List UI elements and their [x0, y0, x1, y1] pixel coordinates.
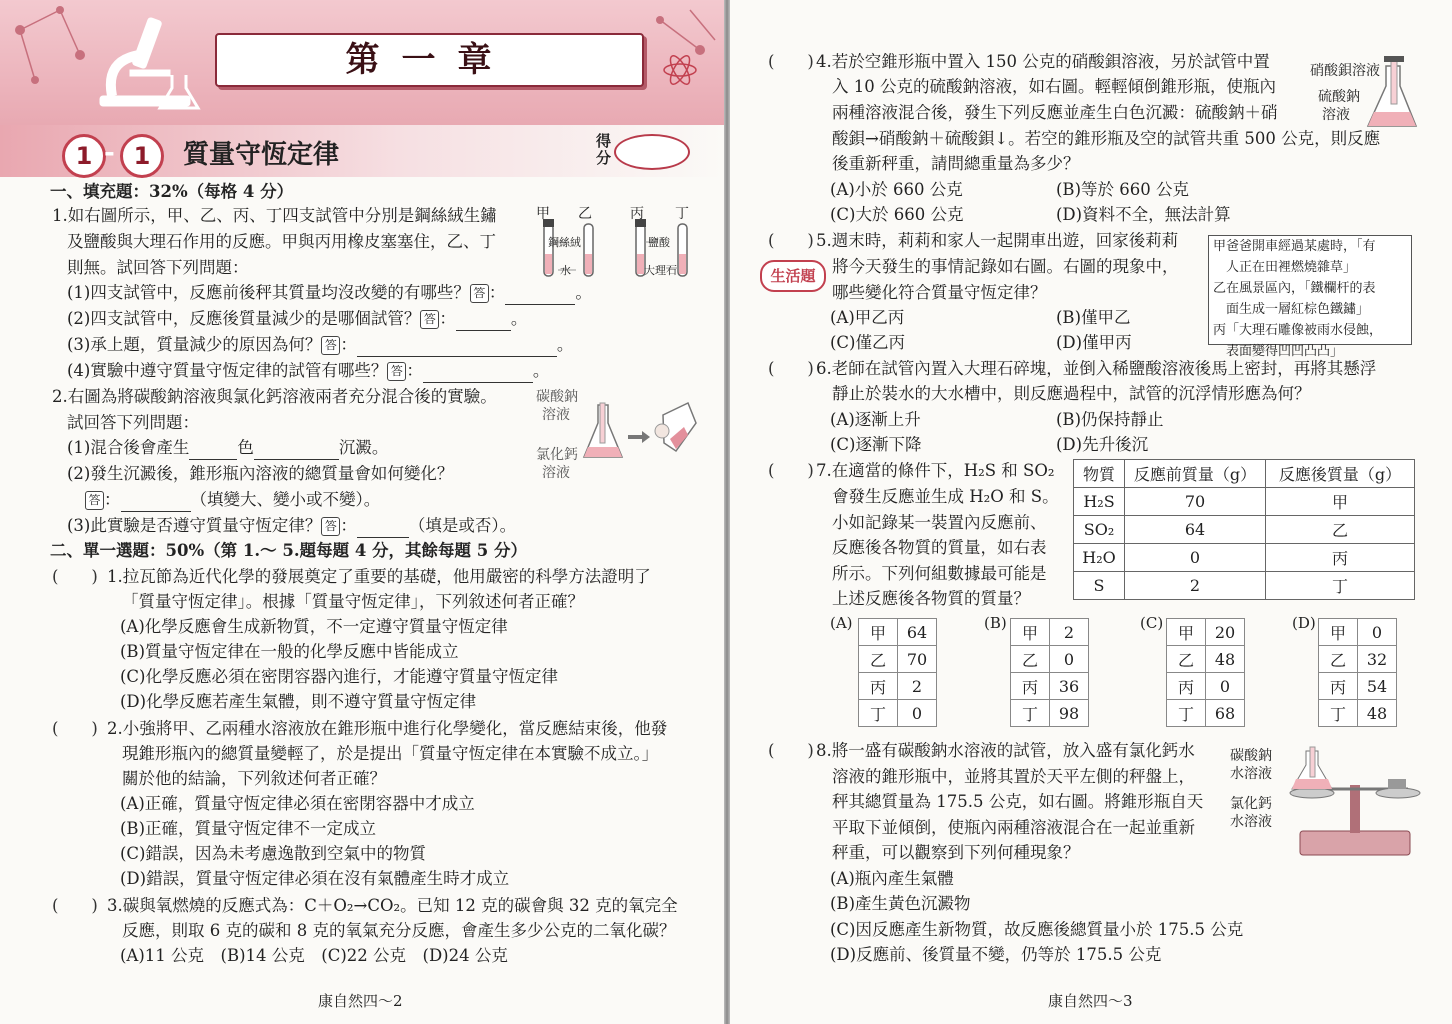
fig1-label-jia: 甲: [536, 206, 550, 222]
q7-option-table-d[interactable]: 甲 0 乙 32 丙 54 丁 48: [1318, 618, 1397, 727]
q-s2-line: 關於他的結論，下列敘述何者正確？: [122, 769, 386, 788]
q-s3-line: 3.碳與氧燃燒的反應式為：C＋O₂→CO₂。已知 12 克的碳會與 32 克的氧完全: [107, 896, 678, 915]
q4-line: 後重新秤重，請問總重量為多少？: [832, 154, 1080, 173]
fig2-label: 氯化鈣: [536, 447, 578, 463]
table-row: H₂S 70 甲: [1074, 488, 1415, 516]
q5-option[interactable]: (A)甲乙丙: [830, 308, 905, 327]
q7-line: 會發生反應並生成 H₂O 和 S。: [832, 487, 1059, 506]
q-s2-option[interactable]: (C)錯誤，因為未考慮逸散到空氣中的物質: [120, 844, 426, 863]
fig4-label: 硫酸鈉: [1318, 89, 1360, 105]
q7-option-table-a[interactable]: 甲 64 乙 70 丙 2 丁 0: [858, 618, 937, 727]
answer-paren[interactable]: ( ): [52, 567, 98, 586]
q-s2-option[interactable]: (A)正確，質量守恆定律必須在密閉容器中才成立: [120, 794, 475, 813]
page-footer-left: 康自然四～2: [318, 992, 403, 1010]
q5-line: 將今天發生的事情記錄如右圖。右圖的現象中，: [832, 257, 1179, 276]
fig2-label: 碳酸鈉: [536, 389, 578, 405]
q6-option[interactable]: (A)逐漸上升: [830, 410, 921, 429]
answer-blank[interactable]: [357, 519, 409, 538]
q7-line: 小如記錄某一裝置內反應前、: [832, 513, 1047, 532]
q7-line: 上述反應後各物質的質量？: [832, 589, 1030, 608]
q2-line: 2.右圖為將碳酸鈉溶液與氯化鈣溶液兩者充分混合後的實驗。: [52, 387, 497, 406]
q7-line: 7.在適當的條件下，H₂S 和 SO₂: [816, 461, 1055, 480]
q-s3-line: 反應，則取 6 克的碳和 8 克的氧氣充分反應，會產生多少公克的二氧化碳？: [122, 921, 676, 940]
page-footer-right: 康自然四～3: [1048, 992, 1133, 1010]
fig8-label: 碳酸鈉: [1230, 748, 1272, 764]
q-s2-line: 2.小強將甲、乙兩種水溶液放在錐形瓶中進行化學變化，當反應結束後，他發: [107, 719, 668, 738]
flask-tube-figure: [1364, 52, 1424, 132]
q-s1-option[interactable]: (C)化學反應必須在密閉容器內進行，才能遵守質量守恆定律: [120, 667, 558, 686]
q1-line: 1.如右圖所示，甲、乙、丙、丁四支試管中分別是鋼絲絨生鏽: [52, 206, 497, 225]
fig2-label: 溶液: [542, 407, 570, 423]
fig4-label: 溶液: [1322, 107, 1350, 123]
q-s1-line: 1.拉瓦節為近代化學的發展奠定了重要的基礎，他用嚴密的科學方法證明了: [107, 567, 651, 586]
q5-option[interactable]: (D)僅甲丙: [1056, 333, 1132, 352]
section-number-major: 1: [62, 134, 106, 178]
q4-line: 4.若於空錐形瓶中置入 150 公克的硝酸鋇溶液，另於試管中置: [816, 52, 1270, 71]
q1-line: 則無。試回答下列問題：: [67, 258, 249, 277]
q8-option[interactable]: (A)瓶內產生氣體: [830, 869, 954, 888]
chapter-title-box: [215, 33, 644, 87]
q8-line: 秤重，可以觀察到下列何種現象？: [832, 843, 1080, 862]
q4-line: 兩種溶液混合後，發生下列反應並產生白色沉澱：硫酸鈉＋硝: [832, 103, 1278, 122]
q7-option-table-b[interactable]: 甲 2 乙 0 丙 36 丁 98: [1010, 618, 1089, 727]
fig2-label: 溶液: [542, 465, 570, 481]
q1-sub2: (2)四支試管中，反應後質量減少的是哪個試管？ 答 ： 。: [67, 307, 527, 331]
q7-option-letter[interactable]: (A): [830, 614, 853, 632]
q2-sub1: (1)混合後會產生 色 沉澱。: [67, 436, 388, 460]
q4-option[interactable]: (B)等於 660 公克: [1056, 180, 1189, 199]
table-row: SO₂ 64 乙: [1074, 516, 1415, 544]
q-s2-option[interactable]: (B)正確，質量守恆定律不一定成立: [120, 819, 376, 838]
q8-line: 平取下並傾倒，使瓶內兩種溶液混合在一起並重新: [832, 818, 1195, 837]
score-field[interactable]: [614, 134, 690, 170]
q8-option[interactable]: (B)產生黃色沉澱物: [830, 894, 971, 913]
q2-sub2-answer: 答 ： （填變大、變小或不變）。: [85, 488, 380, 512]
answer-blank[interactable]: [254, 441, 339, 460]
table-header-row: 物質 反應前質量（g） 反應後質量（g）: [1074, 460, 1415, 488]
microscope-icon: [100, 17, 190, 106]
score-label: 得分: [596, 132, 612, 167]
fig1-label-bing: 丙: [630, 206, 644, 222]
life-notes-box: 甲爸爸開車經過某處時，「有 人正在田裡燃燒雜草」 乙在風景區內，「鐵欄杆的表 面生成一層紅棕色鐵鏽」 丙「大理石雕像被雨水侵蝕， 表面變得凹凹凸凸」: [1208, 235, 1412, 345]
fig8-label: 水溶液: [1230, 766, 1272, 782]
q4-line: 酸鋇→硝酸鈉＋硫酸鋇↓。若空的錐形瓶及空的試管共重 500 公克，則反應: [832, 129, 1381, 148]
answer-paren[interactable]: ( ): [768, 52, 814, 71]
atom-icon: [664, 53, 696, 87]
q2-sub2: (2)發生沉澱後，錐形瓶內溶液的總質量會如何變化？: [67, 464, 454, 483]
section-title: 質量守恆定律: [183, 140, 340, 170]
table-row: S 2 丁: [1074, 572, 1415, 600]
q2-sub3: (3)此實驗是否遵守質量守恆定律？ 答 ： （填是或否）。: [67, 514, 516, 538]
answer-paren[interactable]: ( ): [768, 461, 814, 480]
q6-option[interactable]: (C)逐漸下降: [830, 435, 922, 454]
section-dash: -: [104, 138, 115, 168]
q7-option-letter[interactable]: (D): [1292, 614, 1316, 632]
flask-mixing-figure: [578, 395, 708, 470]
q6-option[interactable]: (D)先升後沉: [1056, 435, 1149, 454]
answer-blank[interactable]: [121, 493, 191, 512]
q7-data-table: [1073, 459, 1415, 600]
answer-blank[interactable]: [456, 312, 511, 331]
q7-line: 反應後各物質的質量，如右表: [832, 538, 1047, 557]
q4-option[interactable]: (D)資料不全，無法計算: [1056, 205, 1231, 224]
answer-paren[interactable]: ( ): [768, 231, 814, 250]
q8-line: 8.將一盛有碳酸鈉水溶液的試管，放入盛有氯化鈣水: [816, 741, 1195, 760]
answer-blank[interactable]: [357, 338, 557, 357]
answer-blank[interactable]: [505, 286, 575, 305]
fig1-label-water: 水: [560, 264, 571, 277]
q7-option-letter[interactable]: (C): [1140, 614, 1164, 632]
answer-paren[interactable]: ( ): [52, 896, 98, 915]
q7-option-letter[interactable]: (B): [984, 614, 1007, 632]
right-page: [730, 0, 1452, 1024]
q5-line: 5.週末時，莉莉和家人一起開車出遊，回家後莉莉: [816, 231, 1179, 250]
q8-option[interactable]: (C)因反應產生新物質，故反應後總質量小於 175.5 公克: [830, 920, 1244, 939]
answer-paren[interactable]: ( ): [52, 719, 98, 738]
q5-option[interactable]: (C)僅乙丙: [830, 333, 905, 352]
answer-paren[interactable]: ( ): [768, 741, 814, 760]
answer-blank[interactable]: [423, 364, 533, 383]
fig1-label-hcl: 鹽酸: [648, 236, 670, 249]
q2-line: 試回答下列問題：: [67, 413, 199, 432]
fig1-label-ding: 丁: [675, 206, 689, 222]
q1-line: 及鹽酸與大理石作用的反應。甲與丙用橡皮塞塞住，乙、丁: [67, 232, 496, 251]
q6-option[interactable]: (B)仍保持靜止: [1056, 410, 1164, 429]
q7-option-table-c[interactable]: 甲 20 乙 48 丙 0 丁 68: [1166, 618, 1245, 727]
part1-heading: 一、填充題：32%（每格 4 分）: [50, 182, 294, 201]
q1-sub1: (1)四支試管中，反應前後秤其質量均沒改變的有哪些？ 答 ： 。: [67, 281, 592, 305]
part2-heading: 二、單一選題：50%（第 1.～ 5.題每題 4 分，其餘每題 5 分）: [50, 541, 528, 560]
q-s2-line: 現錐形瓶內的總質量變輕了，於是提出「質量守恆定律在本實驗不成立。」: [122, 744, 659, 763]
q8-option[interactable]: (D)反應前、後質量不變，仍等於 175.5 公克: [830, 945, 1162, 964]
balance-scale-figure: [1280, 745, 1430, 860]
section-number-minor: 1: [120, 134, 164, 178]
fig8-label: 氯化鈣: [1230, 796, 1272, 812]
table-row: H₂O 0 丙: [1074, 544, 1415, 572]
answer-paren[interactable]: ( ): [768, 359, 814, 378]
q6-line: 靜止於裝水的大水槽中，則反應過程中，試管的沉浮情形應為何？: [832, 384, 1311, 403]
left-page: [0, 0, 724, 1024]
q-s3-options[interactable]: (A)11 公克 (B)14 公克 (C)22 公克 (D)24 公克: [120, 946, 508, 965]
q4-line: 入 10 公克的硫酸鈉溶液，如右圖。輕輕傾倒錐形瓶，使瓶內: [832, 77, 1276, 96]
fig4-label: 硝酸鋇溶液: [1310, 63, 1380, 79]
fig1-label-yi: 乙: [578, 206, 592, 222]
q8-line: 溶液的錐形瓶中，並將其置於天平左側的秤盤上，: [832, 767, 1195, 786]
q-s1-option[interactable]: (A)化學反應會生成新物質，不一定遵守質量守恆定律: [120, 617, 508, 636]
q4-option[interactable]: (C)大於 660 公克: [830, 205, 964, 224]
fig1-label-steel-wool: 鋼絲絨: [548, 236, 581, 249]
q8-line: 秤其總質量為 175.5 公克，如右圖。將錐形瓶自天: [832, 792, 1204, 811]
q-s2-option[interactable]: (D)錯誤，質量守恆定律必須在沒有氣體產生時才成立: [120, 869, 510, 888]
fig1-label-marble: 大理石: [644, 264, 677, 277]
q1-sub3: (3)承上題，質量減少的原因為何？ 答 ： 。: [67, 333, 573, 357]
answer-blank[interactable]: [189, 441, 237, 460]
q5-line: 哪些變化符合質量守恆定律？: [832, 283, 1047, 302]
q1-sub4: (4)實驗中遵守質量守恆定律的試管有哪些？ 答 ： 。: [67, 359, 549, 383]
q4-option[interactable]: (A)小於 660 公克: [830, 180, 963, 199]
life-question-badge: 生活題: [760, 260, 826, 292]
q-s1-option[interactable]: (D)化學反應若產生氣體，則不遵守質量守恆定律: [120, 692, 477, 711]
chapter-title: 第一章: [345, 40, 514, 80]
q-s1-option[interactable]: (B)質量守恆定律在一般的化學反應中皆能成立: [120, 642, 459, 661]
q7-line: 所示。下列何組數據最可能是: [832, 564, 1047, 583]
q6-line: 6.老師在試管內置入大理石碎塊，並倒入稀鹽酸溶液後馬上密封，再將其懸浮: [816, 359, 1377, 378]
fig8-label: 水溶液: [1230, 814, 1272, 830]
q5-option[interactable]: (B)僅甲乙: [1056, 308, 1131, 327]
q-s1-line: 「質量守恆定律」。根據「質量守恆定律」，下列敘述何者正確？: [122, 592, 584, 611]
